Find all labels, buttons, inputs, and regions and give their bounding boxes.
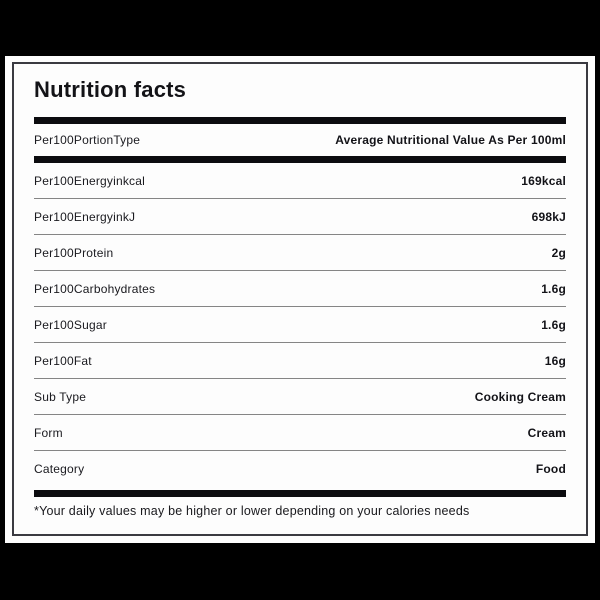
header-label: Per100PortionType xyxy=(34,133,141,147)
table-row xyxy=(34,343,566,379)
table-row xyxy=(34,451,566,486)
nutrition-rows xyxy=(34,163,566,486)
table-row xyxy=(34,307,566,343)
row-value: Cream xyxy=(527,425,566,440)
daily-values-footnote: *Your daily values may be higher or lower depending on your calories needs xyxy=(34,504,470,518)
table-header-row xyxy=(34,124,566,156)
row-label: Per100Energyinkcal xyxy=(34,173,145,188)
row-label: Per100Sugar xyxy=(34,317,107,332)
nutrition-facts-card xyxy=(12,62,588,536)
table-row xyxy=(34,415,566,451)
row-value: Food xyxy=(535,461,566,476)
row-value: 698kJ xyxy=(531,209,566,224)
row-value: Cooking Cream xyxy=(474,389,566,404)
row-label: Per100Carbohydrates xyxy=(34,281,156,296)
row-value: 16g xyxy=(544,353,566,368)
table-row xyxy=(34,163,566,199)
header-value: Average Nutritional Value As Per 100ml xyxy=(335,133,566,147)
table-row xyxy=(34,271,566,307)
row-label: Category xyxy=(34,461,85,476)
row-label: Per100Protein xyxy=(34,245,114,260)
table-row xyxy=(34,199,566,235)
row-label: Per100EnergyinkJ xyxy=(34,209,136,224)
divider-thick-top xyxy=(34,117,566,124)
row-label: Per100Fat xyxy=(34,353,92,368)
divider-thick-middle xyxy=(34,156,566,163)
row-value: 1.6g xyxy=(541,281,566,296)
table-row xyxy=(34,379,566,415)
row-value: 1.6g xyxy=(541,317,566,332)
label-photo-area xyxy=(5,56,595,543)
row-label: Sub Type xyxy=(34,389,87,404)
table-row xyxy=(34,235,566,271)
row-value: 2g xyxy=(551,245,566,260)
divider-thick-bottom xyxy=(34,490,566,497)
row-value: 169kcal xyxy=(521,173,566,188)
row-label: Form xyxy=(34,425,63,440)
page-title: Nutrition facts xyxy=(34,77,187,102)
